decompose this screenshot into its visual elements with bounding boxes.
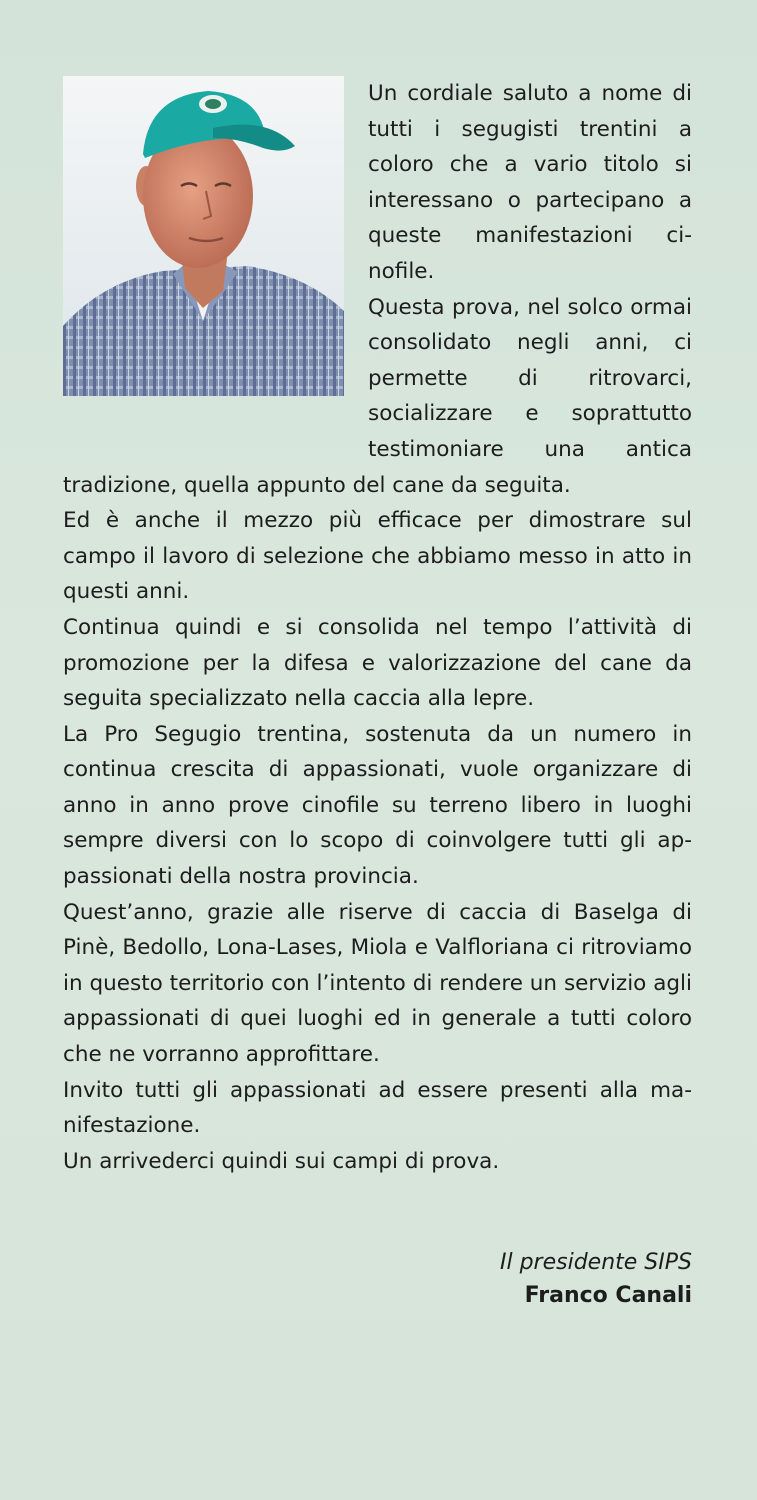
paragraph-6: Quest’anno, grazie alle riserve di caccia di Baselga di Pinè, Bedollo, Lona-Lases, Miola e Valfloriana ci ritroviamo in questo territorio con l’intento di rendere un servizio agli appassionati di quei luoghi ed in generale a tutti coloro che ne vorranno approfittare. [63, 899, 692, 1068]
photo-spacer [63, 76, 368, 432]
paragraph-2: Questa prova, nel solco ormai consolidato negli anni, ci permette di ritrovarci, socializzare e soprattutto testimoniare una antica tradizione, quella appunto del cane da seguita. [63, 294, 692, 498]
paragraph-4: Continua quindi e si consolida nel tempo l’attività di promozione per la difesa e valorizzazione del cane da seguita specializzato nella caccia alla lepre. [63, 614, 692, 712]
signature-block [500, 1246, 692, 1312]
paragraph-1: Un cordiale saluto a nome di tutti i segugisti trentini a coloro che a vario titolo si interessano o partecipano a queste manifestazioni cinofile. [368, 81, 692, 284]
signature-name: Franco Canali [524, 1283, 692, 1308]
paragraph-7: Invito tutti gli appassionati ad essere presenti alla manifestazione. [63, 1077, 692, 1139]
letter-body [63, 76, 692, 1179]
paragraph-8: Un arrivederci quindi sui campi di prova. [63, 1148, 500, 1174]
signature-role: Il presidente SIPS [500, 1250, 692, 1275]
paragraph-5: La Pro Segugio trentina, sostenuta da un numero in continua crescita di appassionati, vuole organizzare di anno in anno prove cinofile su terreno libero in luoghi sempre diversi con lo scopo di coinvolgere tutti gli appassionati della nostra provincia. [63, 721, 692, 890]
paragraph-3: Ed è anche il mezzo più efficace per dimostrare sul campo il lavoro di selezione che abbiamo messo in atto in questi anni. [63, 508, 692, 605]
